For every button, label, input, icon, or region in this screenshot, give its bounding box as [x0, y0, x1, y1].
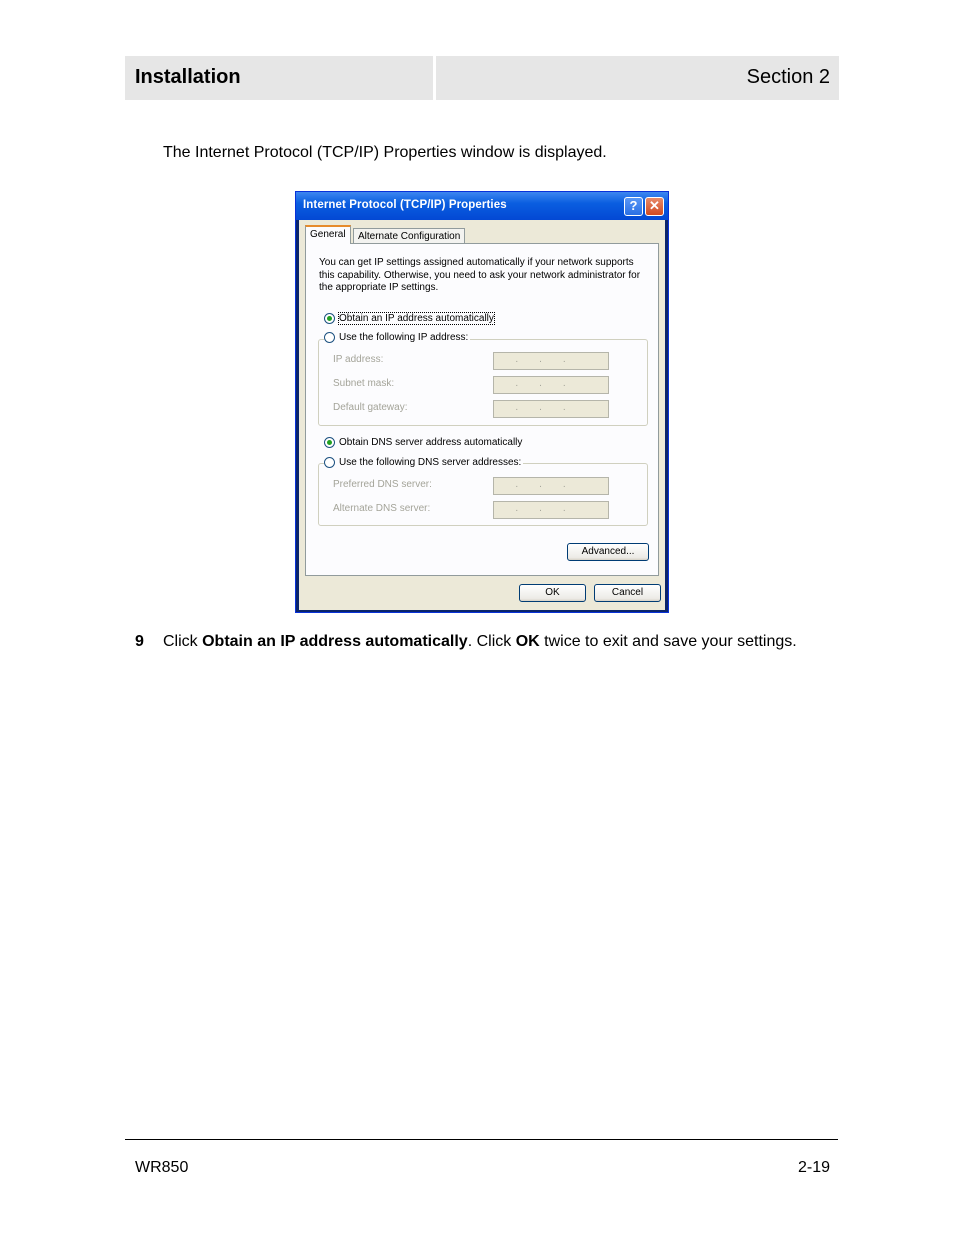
- dialog-title: Internet Protocol (TCP/IP) Properties: [303, 199, 507, 211]
- dns-manual-radio[interactable]: [324, 457, 335, 468]
- ip-manual-radio[interactable]: [324, 332, 335, 343]
- header-title: Installation: [135, 66, 241, 88]
- preferred-dns-label: Preferred DNS server:: [333, 479, 432, 490]
- ok-button[interactable]: OK: [519, 584, 586, 602]
- step-text: [163, 631, 803, 652]
- footer-page-number: 2-19: [797, 1159, 830, 1176]
- footer-model: WR850: [135, 1159, 189, 1176]
- alternate-dns-field: ...: [493, 501, 609, 519]
- dns-auto-radio[interactable]: [324, 437, 335, 448]
- default-gateway-field: ...: [493, 400, 609, 418]
- step-text-1: Click: [163, 633, 203, 650]
- dialog-titlebar[interactable]: [296, 192, 668, 220]
- step-text-2: . Click: [467, 633, 516, 650]
- close-button[interactable]: ✕: [645, 197, 664, 216]
- description-text: You can get IP settings assigned automatically if your network supports this capability. Otherwise, you need to ask your network administrator for the appropriate IP settings.: [319, 257, 641, 293]
- dialog-client: [299, 220, 665, 610]
- ip-auto-radio[interactable]: [324, 313, 335, 324]
- ip-manual-label[interactable]: Use the following IP address:: [339, 332, 469, 343]
- ip-address-field: ...: [493, 352, 609, 370]
- subnet-mask-field: ...: [493, 376, 609, 394]
- header-left-panel: [125, 56, 433, 100]
- ip-auto-label[interactable]: Obtain an IP address automatically: [339, 313, 494, 324]
- ip-settings-group: [318, 339, 648, 426]
- dns-auto-option[interactable]: [324, 437, 522, 448]
- dns-auto-label[interactable]: Obtain DNS server address automatically: [339, 437, 523, 448]
- alternate-dns-label: Alternate DNS server:: [333, 503, 431, 514]
- ip-address-label: IP address:: [333, 354, 384, 365]
- general-tab-panel: [305, 243, 659, 576]
- header-right-panel: [436, 56, 839, 100]
- tab-general[interactable]: General: [305, 225, 351, 244]
- advanced-button[interactable]: Advanced...: [567, 543, 649, 561]
- dns-manual-label[interactable]: Use the following DNS server addresses:: [339, 457, 522, 468]
- default-gateway-label: Default gateway:: [333, 402, 408, 413]
- page-header: [125, 56, 839, 100]
- step-number: 9: [135, 633, 144, 650]
- dns-settings-group: [318, 463, 648, 526]
- step-text-3: twice to exit and save your settings.: [539, 633, 797, 650]
- cancel-button[interactable]: Cancel: [594, 584, 661, 602]
- step-bold-2: OK: [515, 633, 540, 650]
- footer-rule: [125, 1139, 838, 1140]
- dns-manual-option[interactable]: [324, 457, 523, 468]
- header-section: Section 2: [746, 66, 830, 88]
- preferred-dns-field: ...: [493, 477, 609, 495]
- tcpip-properties-dialog: [295, 191, 669, 613]
- ip-auto-option[interactable]: [324, 313, 494, 324]
- ip-manual-option[interactable]: [324, 332, 470, 343]
- subnet-mask-label: Subnet mask:: [333, 378, 395, 389]
- tab-alternate-configuration[interactable]: Alternate Configuration: [353, 228, 465, 244]
- intro-text: The Internet Protocol (TCP/IP) Properties window is displayed.: [163, 144, 607, 161]
- help-button[interactable]: ?: [624, 197, 643, 216]
- step-bold-1: Obtain an IP address automatically: [202, 633, 468, 650]
